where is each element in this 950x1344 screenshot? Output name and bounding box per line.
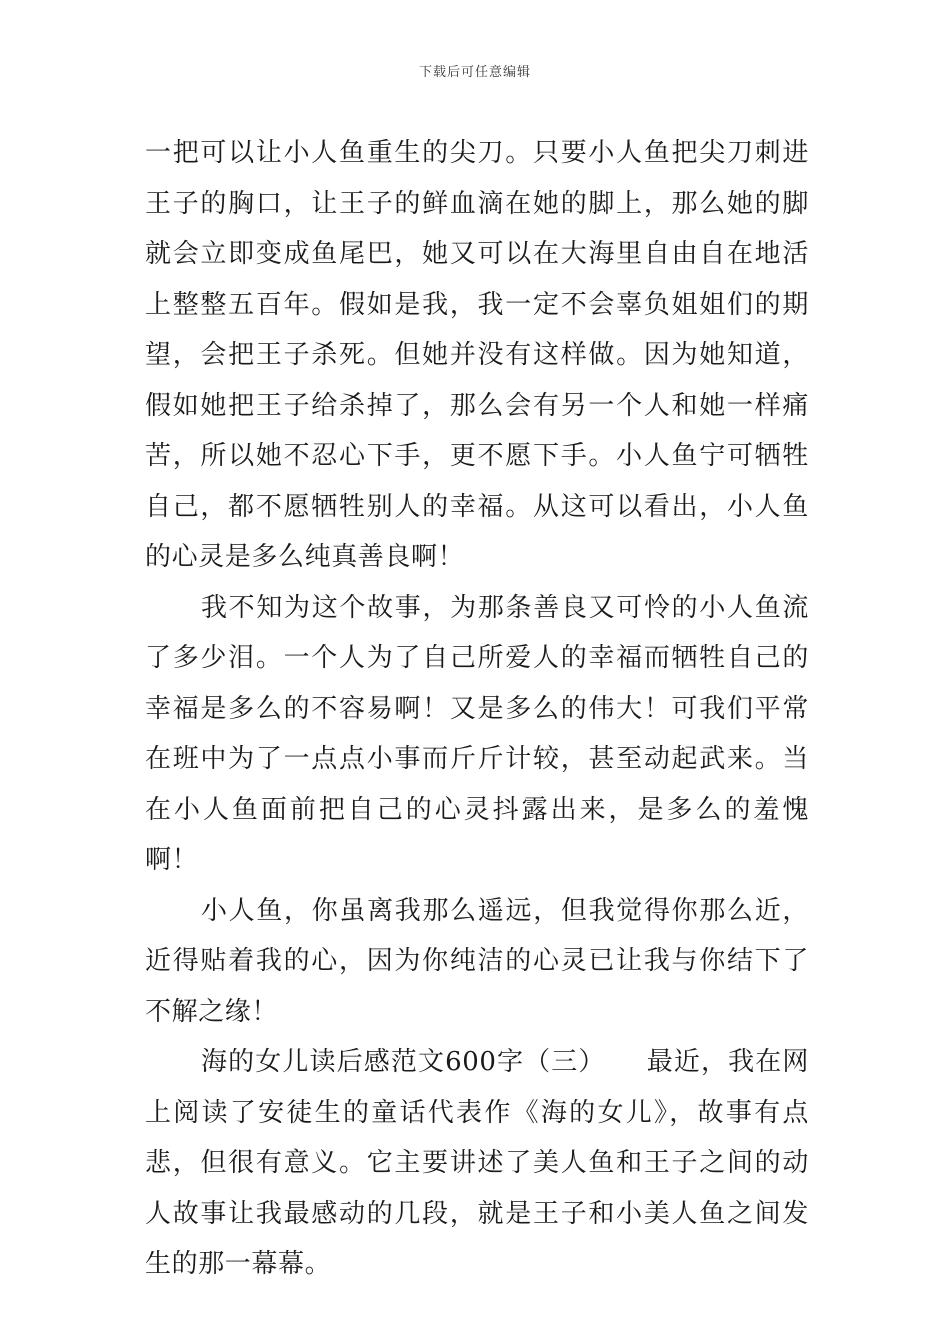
paragraph-2: 我不知为这个故事，为那条善良又可怜的小人鱼流了多少泪。一个人为了自己所爱人的幸福而牺牲自己的幸福是多么的不容易啊！又是多么的伟大！可我们平常在班中为了一点点小事而斤斤计较，甚至动起武来。当在小人鱼面前把自己的心灵抖露出来，是多么的羞愧啊！	[145, 592, 809, 875]
paragraph-3: 小人鱼，你虽离我那么遥远，但我觉得你那么近，近得贴着我的心，因为你纯洁的心灵已让我与你结下了不解之缘！	[145, 895, 809, 1027]
document-body	[145, 128, 809, 1290]
page-header: 下载后可任意编辑	[418, 65, 531, 80]
paragraph-4: 海的女儿读后感范文600字（三） 最近，我在网上阅读了安徒生的童话代表作《海的女儿》，故事有点悲，但很有意义。它主要讲述了美人鱼和王子之间的动人故事让我最感动的几段，就是王子和小美人鱼之间发生的那一幕幕。	[145, 1047, 809, 1279]
paragraph-1: 一把可以让小人鱼重生的尖刀。只要小人鱼把尖刀刺进王子的胸口，让王子的鲜血滴在她的脚上，那么她的脚就会立即变成鱼尾巴，她又可以在大海里自由自在地活上整整五百年。假如是我，我一定不会辜负姐姐们的期望，会把王子杀死。但她并没有这样做。因为她知道，假如她把王子给杀掉了，那么会有另一个人和她一样痛苦，所以她不忍心下手，更不愿下手。小人鱼宁可牺牲自己，都不愿牺牲别人的幸福。从这可以看出，小人鱼的心灵是多么纯真善良啊！	[145, 138, 809, 572]
